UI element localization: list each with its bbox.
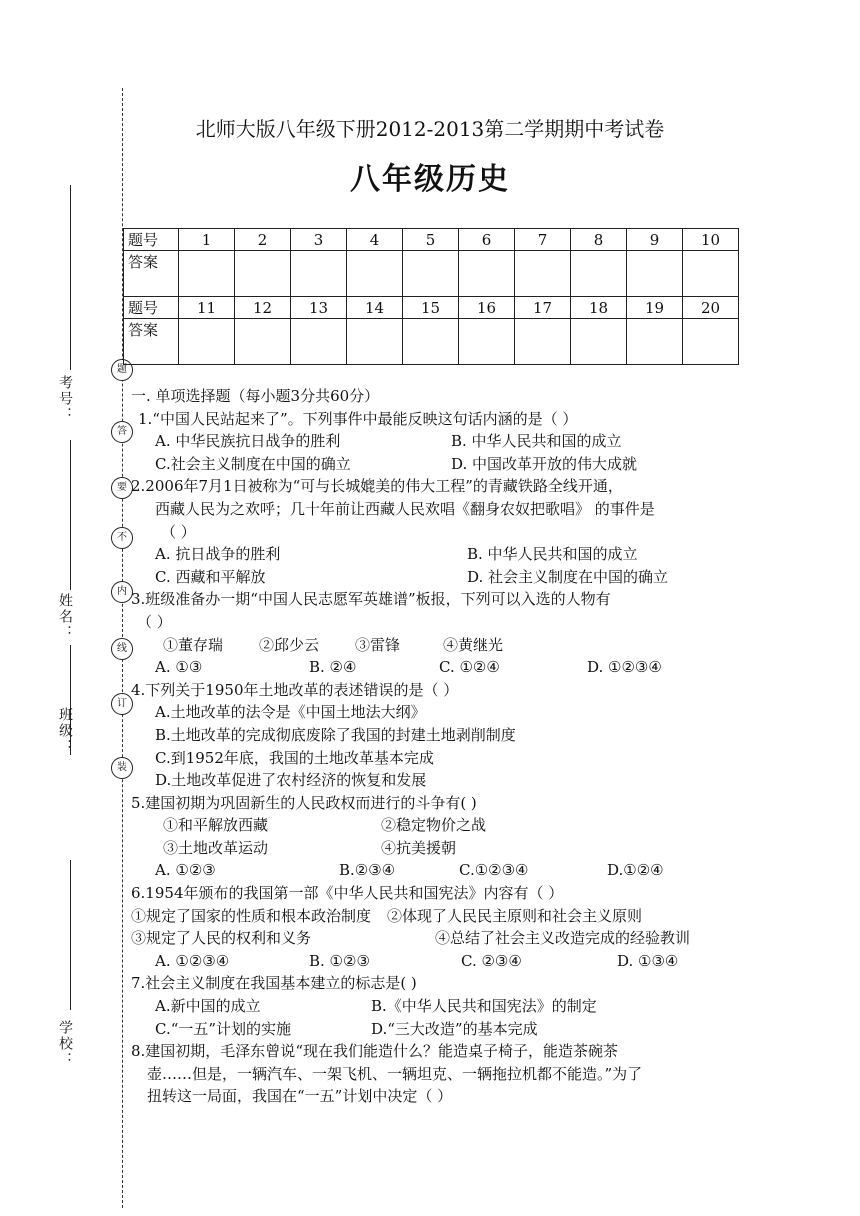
q5-item: ④抗美援朝 (381, 838, 457, 857)
question-number: 7 (515, 229, 571, 251)
question-number-label: 题号 (124, 229, 179, 251)
seal-mark: 线 (111, 638, 133, 660)
q7-option-d: D.“三大改造”的基本完成 (371, 1019, 538, 1038)
question-2-stem-cont: 西藏人民为之欢呼；几十年前让西藏人民欢唱《翻身农奴把歌唱》 的事件是 (155, 499, 655, 518)
answer-cell[interactable] (235, 251, 291, 297)
question-4-stem: 4.下列关于1950年土地改革的表述错误的是（ ） (131, 680, 459, 699)
question-number: 20 (683, 297, 739, 319)
question-number: 2 (235, 229, 291, 251)
question-5-stem: 5.建国初期为巩固新生的人民政权而进行的斗争有( ) (131, 793, 477, 812)
q6-option-a: A. ①②③④ (155, 951, 230, 970)
q7-option-b: B.《中华人民共和国宪法》的制定 (371, 997, 597, 1016)
q5-option-a: A. ①②③ (155, 861, 216, 880)
answer-table (123, 228, 739, 365)
question-number: 6 (459, 229, 515, 251)
answer-label: 答案 (124, 251, 179, 297)
answer-cell[interactable] (683, 251, 739, 297)
exam-title: 北师大版八年级下册2012-2013第二学期期中考试卷 (195, 117, 665, 141)
question-number: 12 (235, 297, 291, 319)
q3-item: ③雷锋 (355, 635, 401, 654)
section-heading: 一. 单项选择题（每小题3分共60分） (131, 387, 380, 405)
q5-item: ③土地改革运动 (163, 838, 269, 857)
question-number: 13 (291, 297, 347, 319)
q4-option-b: B.土地改革的完成彻底废除了我国的封建土地剥削制度 (155, 725, 516, 744)
question-8-stem-cont: 扭转这一局面，我国在“一五”计划中决定（ ） (147, 1087, 453, 1106)
q6-item: ③规定了人民的权利和义务 (131, 929, 312, 948)
question-3-stem: 3.班级准备办一期“中国人民志愿军英雄谱”板报，下列可以入选的人物有 (131, 590, 611, 609)
question-number: 5 (403, 229, 459, 251)
question-number: 1 (179, 229, 235, 251)
answer-cell[interactable] (403, 251, 459, 297)
q7-option-c: C.“一五”计划的实施 (155, 1019, 292, 1038)
seal-mark: 订 (111, 693, 133, 715)
q1-option-d: D. 中国改革开放的伟大成就 (451, 454, 638, 473)
q3-option-c: C. ①②④ (439, 658, 500, 677)
question-6-stem: 6.1954年颁布的我国第一部《中华人民共和国宪法》内容有（ ） (131, 884, 564, 903)
label-kaohao: 考号： (57, 375, 73, 423)
q5-option-c: C.①②③④ (459, 861, 529, 880)
seal-mark: 内 (111, 581, 133, 603)
seal-mark: 题 (111, 359, 133, 381)
q3-option-a: A. ①③ (155, 658, 203, 677)
kaohao-underline (70, 185, 71, 370)
seal-mark: 装 (111, 757, 133, 779)
answer-cell[interactable] (571, 319, 627, 365)
question-number: 19 (627, 297, 683, 319)
q4-option-c: C.到1952年底，我国的土地改革基本完成 (155, 748, 434, 767)
question-number: 11 (179, 297, 235, 319)
answer-cell[interactable] (459, 251, 515, 297)
q5-item: ①和平解放西藏 (163, 816, 269, 835)
seal-mark: 不 (111, 527, 133, 549)
questions-body (131, 385, 741, 1108)
exam-subtitle: 八年级历史 (350, 162, 510, 197)
question-number: 18 (571, 297, 627, 319)
question-number: 15 (403, 297, 459, 319)
answer-cell[interactable] (627, 319, 683, 365)
question-2-stem: 2.2006年7月1日被称为“可与长城媲美的伟大工程”的青藏铁路全线开通， (131, 477, 623, 496)
binding-margin (0, 0, 130, 1216)
question-1-stem: 1.“中国人民站起来了”。下列事件中最能反映这句话内涵的是（ ） (138, 409, 578, 428)
question-number: 4 (347, 229, 403, 251)
answer-cell[interactable] (627, 251, 683, 297)
question-number: 8 (571, 229, 627, 251)
q5-option-b: B.②③④ (339, 861, 396, 880)
q6-item: ④总结了社会主义改造完成的经验教训 (435, 929, 691, 948)
q6-option-b: B. ①②③ (309, 951, 370, 970)
q2-option-c: C. 西藏和平解放 (155, 567, 266, 586)
answer-cell[interactable] (571, 251, 627, 297)
question-2-stem-cont: （ ） (161, 522, 196, 541)
q3-item: ②邱少云 (259, 635, 320, 654)
question-number: 14 (347, 297, 403, 319)
q2-option-b: B. 中华人民共和国的成立 (467, 545, 638, 564)
question-number: 10 (683, 229, 739, 251)
q1-option-c: C.社会主义制度在中国的确立 (155, 454, 351, 473)
question-7-stem: 7.社会主义制度在我国基本建立的标志是( ) (131, 974, 417, 993)
answer-cell[interactable] (235, 319, 291, 365)
question-8-stem-cont: 壶……但是，一辆汽车、一架飞机、一辆坦克、一辆拖拉机都不能造。”为了 (147, 1064, 643, 1083)
seal-mark: 要 (111, 477, 133, 499)
q6-item: ①规定了国家的性质和根本政治制度 (131, 906, 372, 925)
answer-cell[interactable] (179, 319, 235, 365)
q5-option-d: D.①②④ (607, 861, 664, 880)
answer-cell[interactable] (179, 251, 235, 297)
q6-option-d: D. ①③④ (617, 951, 679, 970)
question-number: 17 (515, 297, 571, 319)
answer-cell[interactable] (459, 319, 515, 365)
question-number-label: 题号 (124, 297, 179, 319)
xuexiao-underline (70, 860, 71, 1010)
answer-label: 答案 (124, 319, 179, 365)
label-xuexiao: 学校： (57, 1020, 73, 1068)
question-8-stem: 8.建国初期，毛泽东曾说“现在我们能造什么？能造桌子椅子，能造茶碗茶 (131, 1042, 618, 1061)
question-number: 3 (291, 229, 347, 251)
q7-option-a: A.新中国的成立 (155, 997, 261, 1016)
q3-item: ①董存瑞 (163, 635, 224, 654)
label-banji: 班级： (57, 707, 73, 755)
answer-cell[interactable] (403, 319, 459, 365)
answer-cell[interactable] (347, 251, 403, 297)
q3-option-b: B. ②④ (309, 658, 357, 677)
answer-cell[interactable] (683, 319, 739, 365)
q6-item: ②体现了人民民主原则和社会主义原则 (387, 906, 643, 925)
xingming-underline (70, 440, 71, 590)
answer-cell[interactable] (291, 319, 347, 365)
q1-option-b: B. 中华人民共和国的成立 (451, 432, 622, 451)
q2-option-d: D. 社会主义制度在中国的确立 (467, 567, 669, 586)
q3-item: ④黄继光 (443, 635, 504, 654)
question-number: 9 (627, 229, 683, 251)
answer-cell[interactable] (515, 319, 571, 365)
answer-cell[interactable] (291, 251, 347, 297)
seal-mark: 答 (111, 421, 133, 443)
q5-item: ②稳定物价之战 (381, 816, 487, 835)
q3-option-d: D. ①②③④ (587, 658, 662, 677)
answer-cell[interactable] (515, 251, 571, 297)
q4-option-d: D.土地改革促进了农村经济的恢复和发展 (155, 771, 427, 790)
answer-cell[interactable] (347, 319, 403, 365)
q2-option-a: A. 抗日战争的胜利 (155, 545, 281, 564)
label-xingming: 姓名： (57, 593, 73, 641)
q6-option-c: C. ②③④ (461, 951, 522, 970)
q4-option-a: A.土地改革的法令是《中国土地法大纲》 (155, 703, 426, 722)
question-3-stem-cont: （ ） (137, 612, 172, 631)
q1-option-a: A. 中华民族抗日战争的胜利 (155, 432, 341, 451)
question-number: 16 (459, 297, 515, 319)
